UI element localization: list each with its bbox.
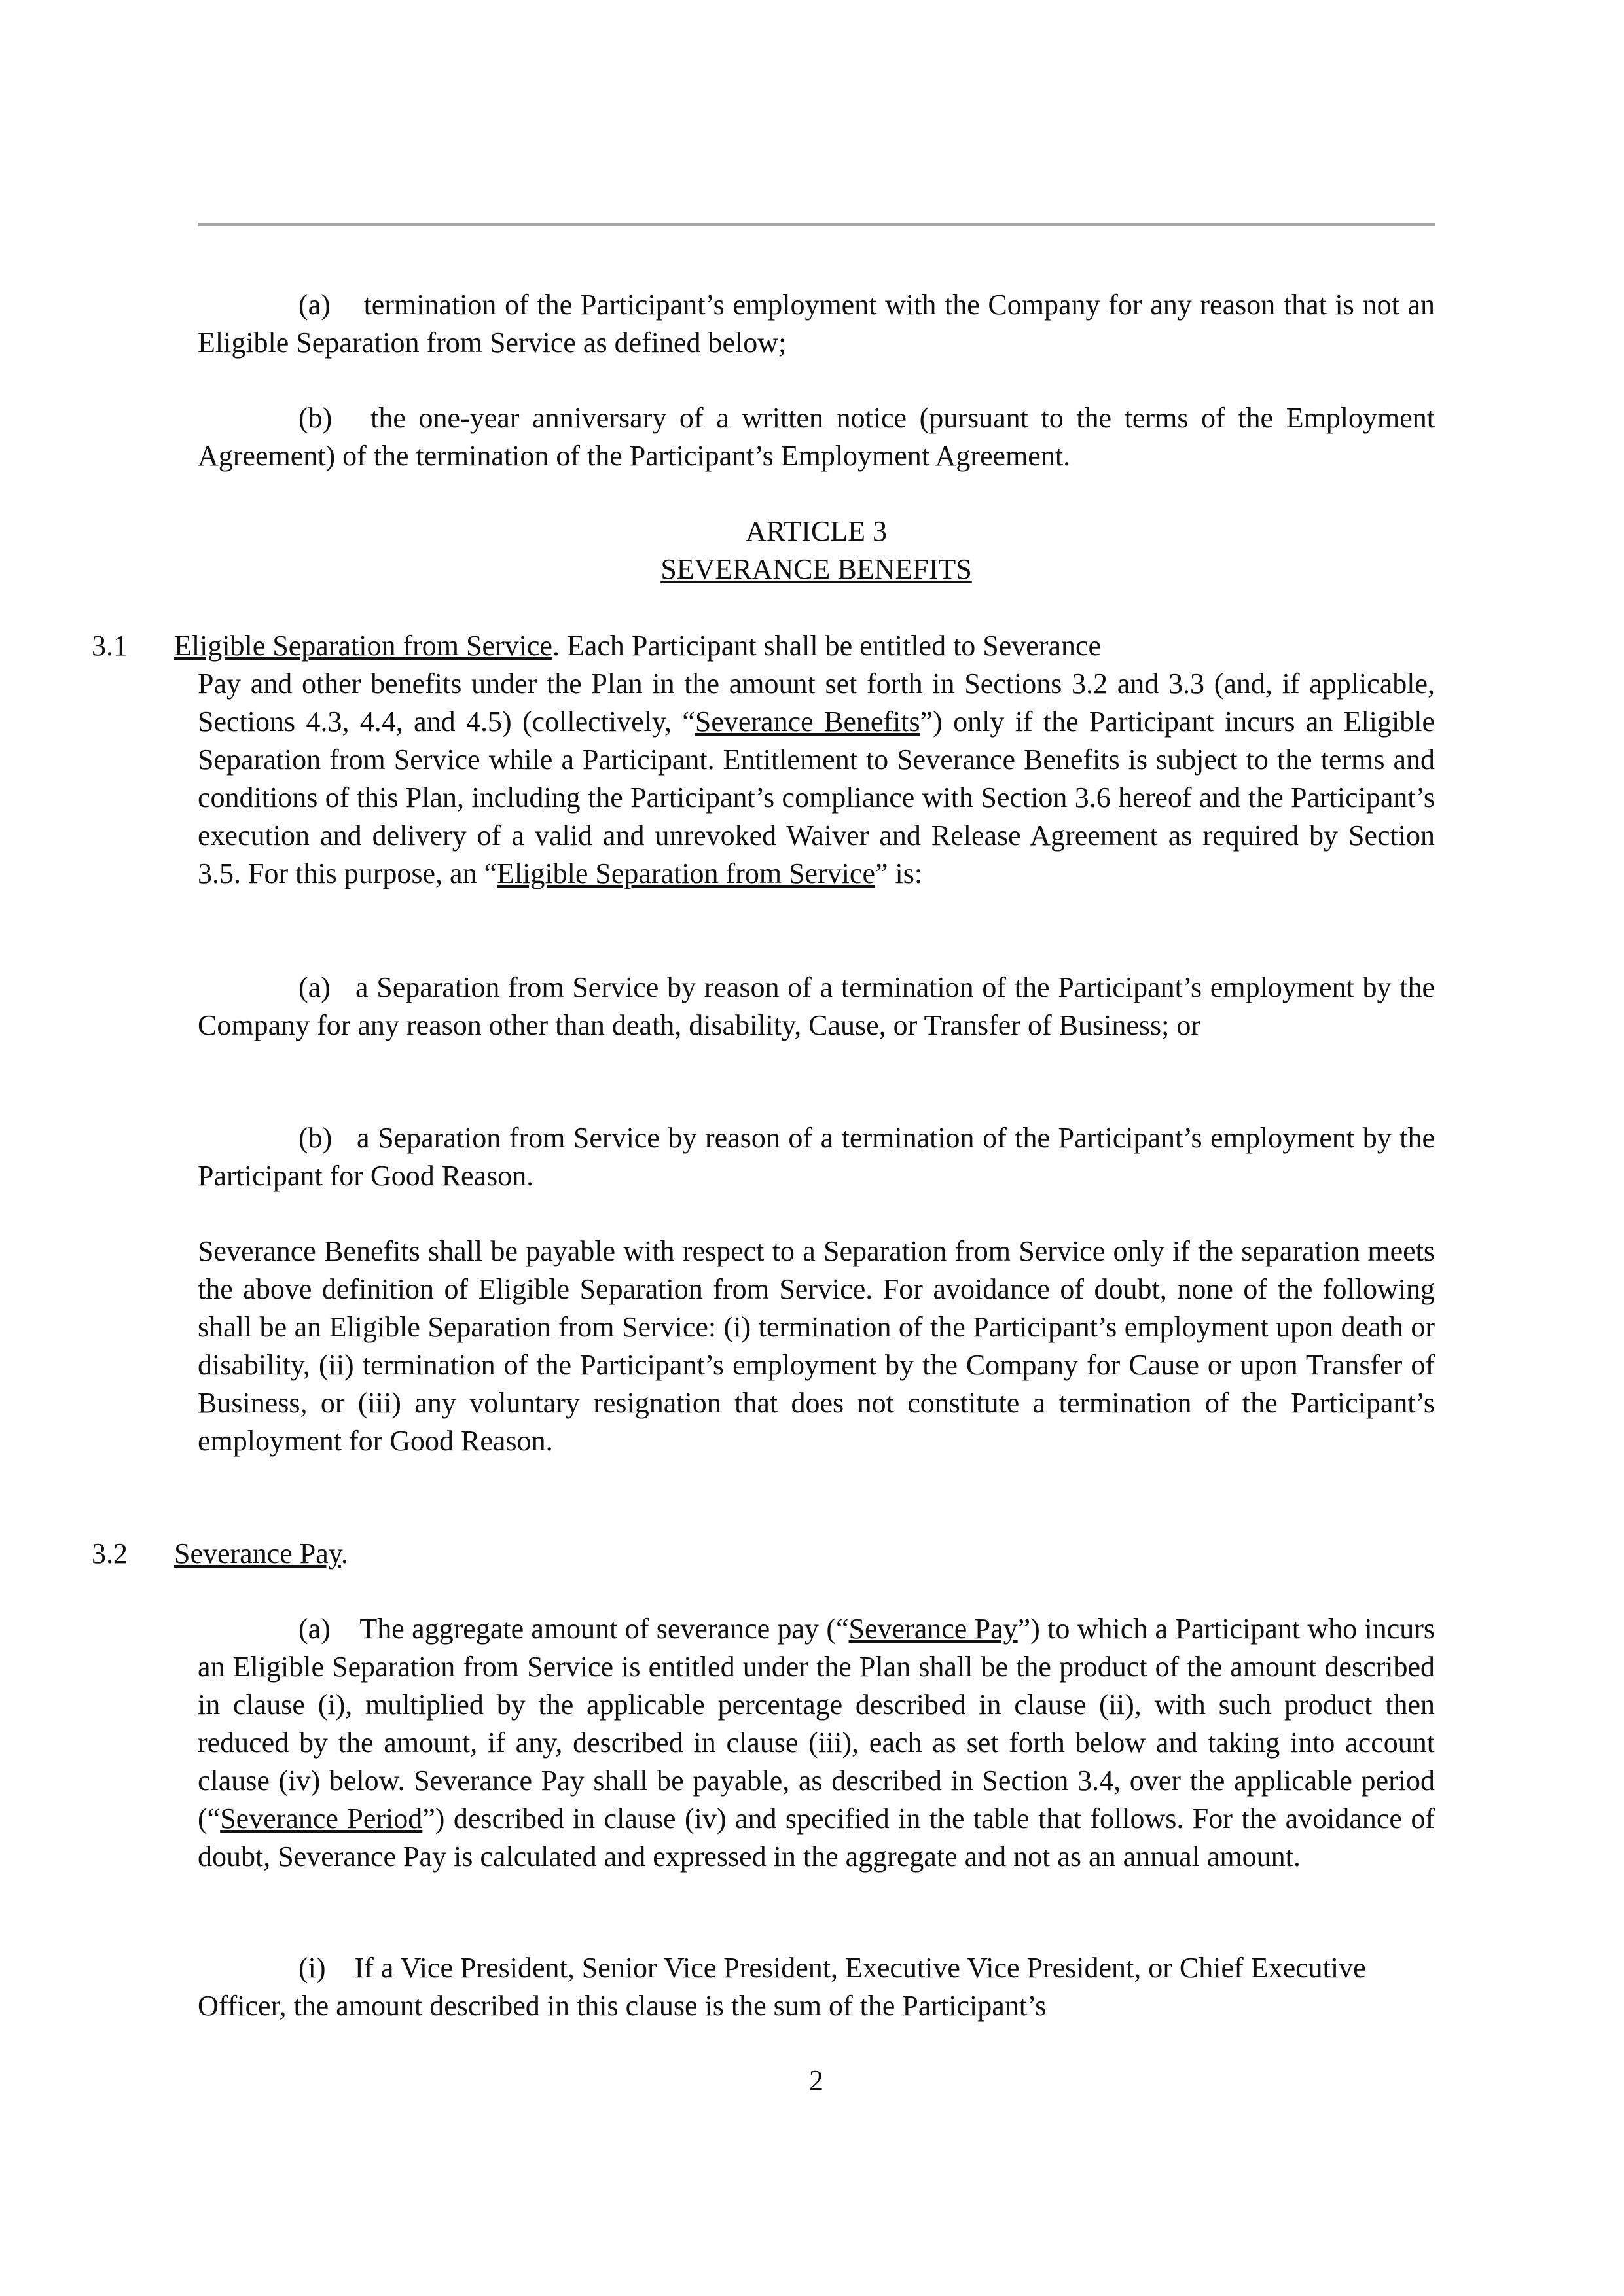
section-3-1-closing — [198, 1232, 1435, 1460]
clause-label: (i) — [298, 1952, 326, 1984]
clause-label: (b) — [298, 1122, 333, 1154]
body-text: ”) described in clause (iv) and specified in the table that follows. For the avoidance of doubt, Severance Pay is calculated and expressed in the aggregate and not as an annual amount. — [198, 1803, 1435, 1873]
body-text: ” is: — [875, 857, 923, 889]
section-number: 3.2 — [92, 1537, 128, 1570]
section-number: 3.1 — [92, 630, 128, 662]
clause-text: termination of the Participant’s employment with the Company for any reason that is not an Eligible Separation from Service as defined below; — [198, 289, 1435, 359]
defined-term: Eligible Separation from Service — [497, 857, 875, 889]
body-text: ”) only if the Participant incurs an Eligible Separation from Service while a Participant. Entitlement to Severance Benefits is subject to the terms and conditions of this Plan, including the Participant’s compliance with Section 3.6 hereof and the Participant’s execution and delivery of a valid and unrevoked Waiver and Release Agreement as required by Section 3.5. For this purpose, an “ — [198, 706, 1435, 889]
section-3-1-a — [198, 969, 1435, 1045]
body-text: ”) to which a Participant who incurs an Eligible Separation from Service is entitled under the Plan shall be the product of the amount described in clause (i), multiplied by the applicable percentage described in clause (ii), with such product then reduced by the amount, if any, described in clause (iii), each as set forth below and taking into account clause (iv) below. Severance Pay shall be payable, as described in Section 3.4, over the applicable period (“ — [198, 1613, 1435, 1835]
paragraph-2a — [198, 286, 1435, 362]
clause-text: a Separation from Service by reason of a termination of the Participant’s employment by the Company for any reason other than death, disability, Cause, or Transfer of Business; or — [198, 971, 1435, 1041]
clause-text: a Separation from Service by reason of a termination of the Participant’s employment by the Participant for Good Reason. — [198, 1122, 1435, 1192]
section-3-1-heading — [92, 627, 1435, 665]
section-3-2-a-i — [198, 1949, 1435, 2025]
clause-label: (a) — [298, 971, 331, 1003]
article-number: ARTICLE 3 — [745, 515, 888, 547]
section-period: . — [340, 1537, 348, 1570]
article-title-text: SEVERANCE BENEFITS — [660, 553, 972, 585]
section-3-2-heading — [92, 1535, 1435, 1573]
clause-text: If a Vice President, Senior Vice President, Executive Vice President, or Chief Executive Officer, the amount described in this clause is the sum of the Participant’s — [198, 1952, 1366, 2022]
body-text: The aggregate amount of severance pay (“ — [359, 1613, 849, 1645]
section-heading: Eligible Separation from Service — [174, 630, 552, 662]
defined-term: Severance Benefits — [695, 706, 920, 738]
section-heading: Severance Pay — [174, 1537, 341, 1570]
section-3-2-a — [198, 1610, 1435, 1876]
closing-text: Severance Benefits shall be payable with respect to a Separation from Service only if the separation meets the above definition of Eligible Separation from Service. For avoidance of doubt, none of the following shall be an Eligible Separation from Service: (i) termination of the Participant’s employment upon death or disability, (ii) termination of the Participant’s employment by the Company for Cause or upon Transfer of Business, or (iii) any voluntary resignation that does not constitute a termination of the Participant’s employment for Good Reason. — [198, 1235, 1435, 1457]
article-title — [198, 550, 1435, 588]
clause-label: (a) — [298, 1613, 331, 1645]
section-lead-text: . Each Participant shall be entitled to Severance — [552, 630, 1102, 662]
paragraph-2b — [198, 399, 1435, 475]
defined-term: Severance Period — [220, 1803, 423, 1835]
header-rule — [198, 223, 1435, 226]
defined-term: Severance Pay — [848, 1613, 1018, 1645]
clause-label: (b) — [298, 402, 333, 434]
clause-text: the one-year anniversary of a written notice (pursuant to the terms of the Employment Agreement) of the termination of the Participant’s Employment Agreement. — [198, 402, 1435, 472]
page-number: 2 — [809, 2064, 823, 2096]
section-3-1-body — [198, 665, 1435, 893]
clause-label: (a) — [298, 289, 331, 321]
section-3-1-b — [198, 1119, 1435, 1195]
body-text: Pay and other benefits under the Plan in the amount set forth in Sections 3.2 and 3.3 (and, if applicable, Sections 4.3, 4.4, and 4.5) (collectively, “ — [198, 668, 1435, 738]
